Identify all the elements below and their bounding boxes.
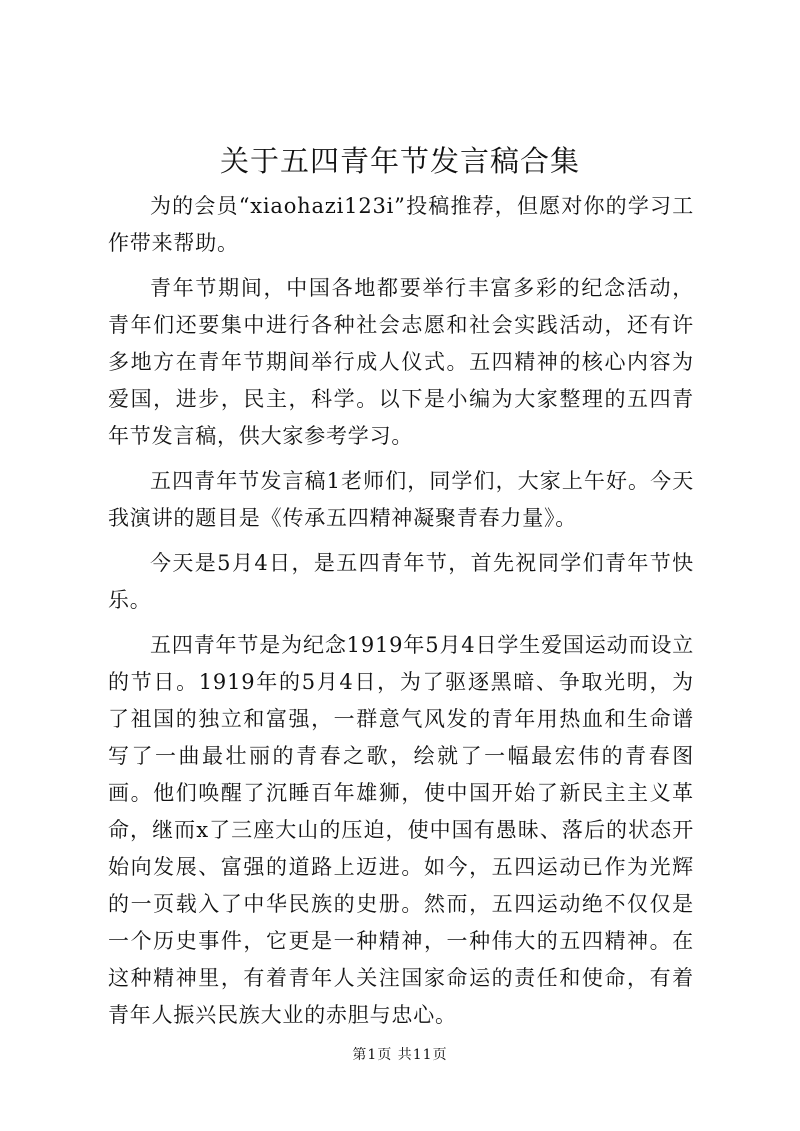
paragraph-background: 青年节期间，中国各地都要举行丰富多彩的纪念活动，青年们还要集中进行各种社会志愿和社会实践活动，还有许多地方在青年节期间举行成人仪式。五四精神的核心内容为爱国，进步，民主，科学。以下是小编为大家整理的五四青年节发言稿，供大家参考学习。 [108, 276, 694, 448]
page-footer: 第1页 共11页 [352, 1047, 448, 1063]
paragraph-intro: 为的会员“xiaohazi123i”投稿推荐，但愿对你的学习工作带来帮助。 [108, 194, 694, 255]
paragraph-greeting: 今天是5月4日，是五四青年节，首先祝同学们青年节快乐。 [108, 551, 694, 612]
document-title: 关于五四青年节发言稿合集 [219, 144, 580, 178]
document-body [108, 188, 694, 1034]
paragraph-history: 五四青年节是为纪念1919年5月4日学生爱国运动而设立的节日。1919年的5月4日，为了驱逐黑暗、争取光明，为了祖国的独立和富强，一群意气风发的青年用热血和生命谱写了一曲最壮丽的青春之歌，绘就了一幅最宏伟的青春图画。他们唤醒了沉睡百年雄狮，使中国开始了新民主主义革命，继而x了三座大山的压迫，使中国有愚昧、落后的状态开始向发展、富强的道路上迈进。如今，五四运动已作为光辉的一页载入了中华民族的史册。然而，五四运动绝不仅仅是一个历史事件，它更是一种精神，一种伟大的五四精神。在这种精神里，有着青年人关注国家命运的责任和使命，有着青年人振兴民族大业的赤胆与忠心。 [108, 633, 694, 1027]
paragraph-speech-opening: 五四青年节发言稿1老师们，同学们，大家上午好。今天我演讲的题目是《传承五四精神凝聚青春力量》。 [108, 469, 694, 530]
